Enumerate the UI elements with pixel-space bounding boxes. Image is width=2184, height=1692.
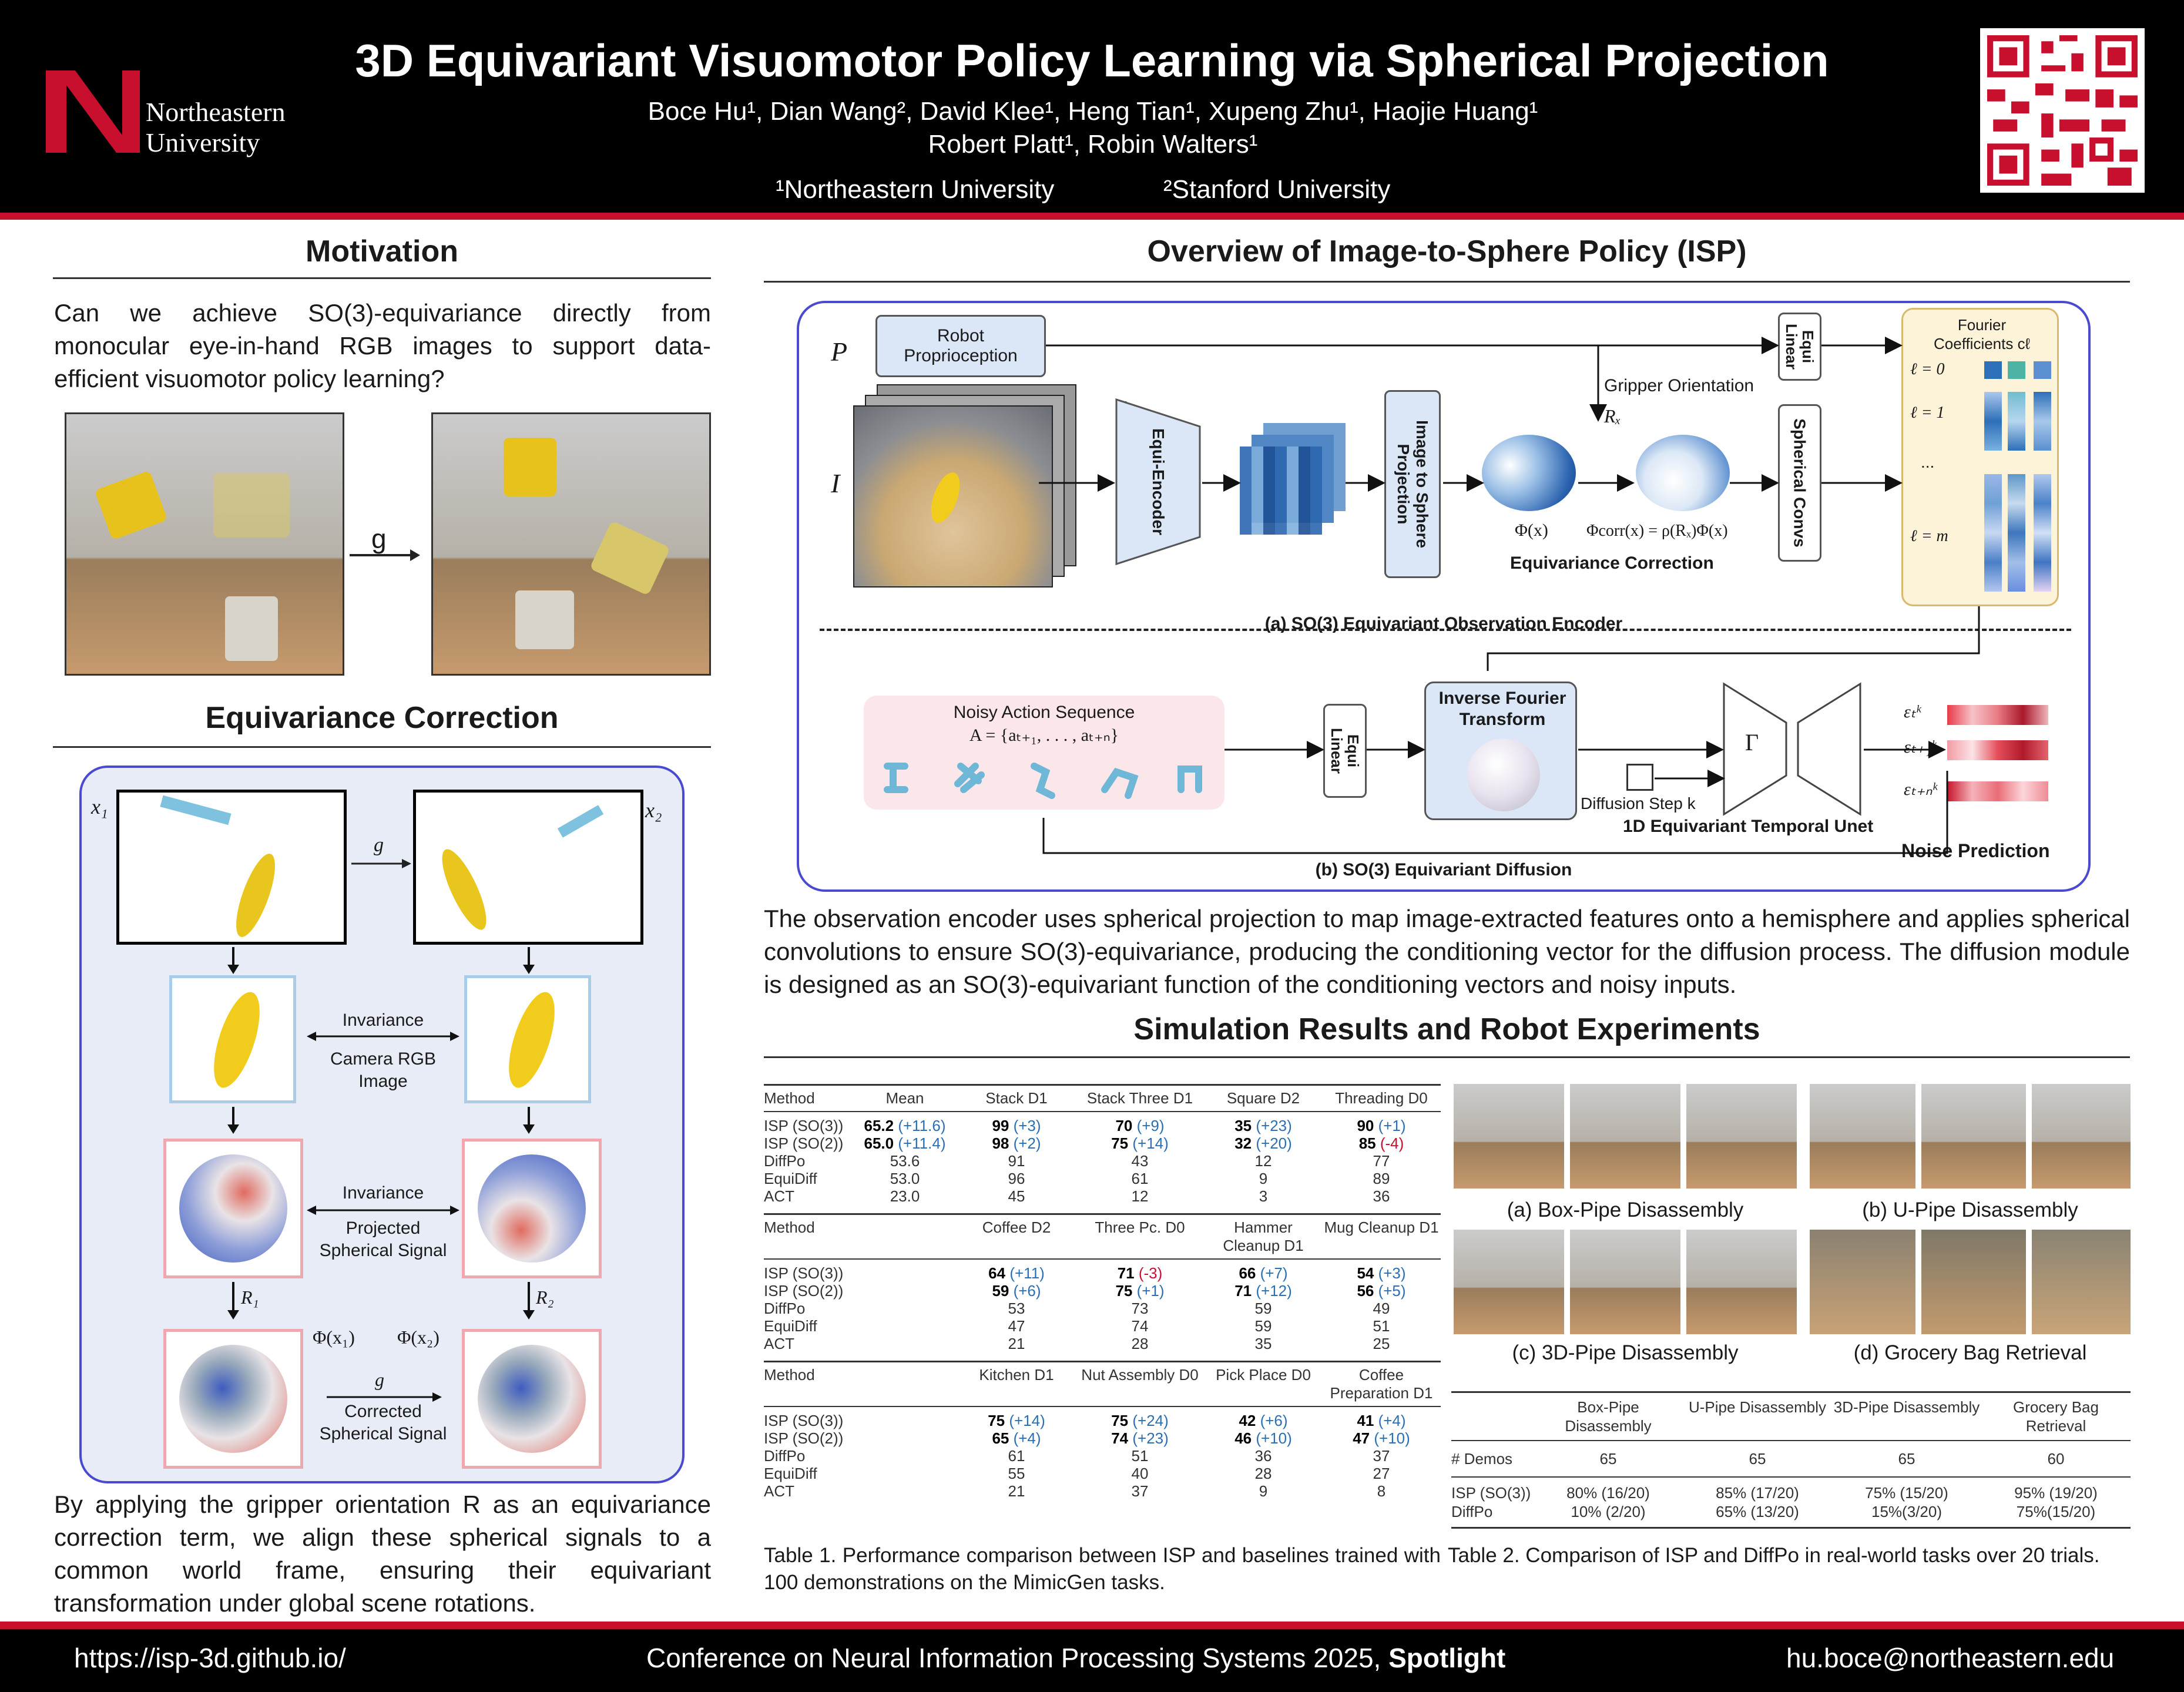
- table-1-block: [764, 1213, 1441, 1352]
- table-cell: ISP (SO(2)): [764, 1282, 844, 1300]
- spherical-convs-label: Spherical Convs: [1791, 418, 1809, 548]
- table-cell: 75% (15/20): [1865, 1484, 1948, 1502]
- unet-label: 1D Equivariant Temporal Unet: [1623, 817, 1874, 836]
- photo-caption-c: (c) 3D-Pipe Disassembly: [1512, 1341, 1739, 1364]
- table-cell: [852, 1412, 958, 1429]
- table-1-col-header: Three Pc. D0: [1095, 1218, 1185, 1236]
- gamma-label: Γ: [1745, 729, 1759, 756]
- table-cell: 47: [1008, 1317, 1025, 1335]
- table-1-col-header: Coffee D2: [982, 1218, 1051, 1236]
- table-row: [764, 1300, 1441, 1317]
- l1-label: ℓ = 1: [1910, 404, 1945, 422]
- table-1-col-header: Method: [764, 1218, 815, 1236]
- table-row: [764, 1187, 1441, 1205]
- table-cell: 90 (+1): [1357, 1117, 1406, 1134]
- g-label-bottom: g: [375, 1369, 384, 1390]
- table-cell: [852, 1264, 958, 1282]
- equi-linear-label-1: Equi Linear: [1783, 323, 1817, 370]
- scene-x1: [116, 790, 347, 945]
- overview-rule: [764, 281, 2130, 283]
- table-1-col-header: Square D2: [1226, 1089, 1300, 1107]
- table-cell: 12: [1131, 1187, 1149, 1205]
- photo-caption-d: (d) Grocery Bag Retrieval: [1853, 1341, 2087, 1364]
- table-1-block: [764, 1361, 1441, 1500]
- table-cell: 95% (19/20): [2014, 1484, 2098, 1502]
- table-cell: 53.0: [890, 1170, 920, 1187]
- eps-t1-label: εₜ₊₁ᵏ: [1904, 737, 1937, 757]
- table-cell: 75 (+14): [1111, 1134, 1169, 1152]
- table-cell: 85% (17/20): [1716, 1484, 1799, 1502]
- table-row: [764, 1134, 1441, 1152]
- project-url-link[interactable]: https://isp-3d.github.io/: [74, 1643, 346, 1673]
- table-cell: 36: [1254, 1447, 1272, 1465]
- overview-heading: Overview of Image-to-Sphere Policy (ISP): [1147, 234, 1747, 268]
- gripper-poses-icon: [875, 754, 1216, 801]
- table-cell: 64 (+11): [988, 1264, 1045, 1282]
- table-cell: 10% (2/20): [1571, 1503, 1646, 1520]
- inverse-fourier-block: [1424, 682, 1577, 820]
- table-cell: 60: [2047, 1450, 2065, 1468]
- table-row: [764, 1170, 1441, 1187]
- table-cell: ISP (SO(2)): [764, 1429, 844, 1447]
- table-cell: 41 (+4): [1357, 1412, 1406, 1429]
- encoder-diffusion-divider: [820, 629, 2071, 631]
- table-1-col-header: Stack Three D1: [1086, 1089, 1193, 1107]
- l0-label: ℓ = 0: [1910, 360, 1945, 378]
- table-cell: 36: [1373, 1187, 1390, 1205]
- table-row: [764, 1412, 1441, 1429]
- table-cell: ISP (SO(3)): [1451, 1484, 1531, 1502]
- table-row: [764, 1282, 1441, 1300]
- table-cell: 8: [1377, 1482, 1386, 1500]
- table-cell: 45: [1008, 1187, 1025, 1205]
- double-arrow-icon: [306, 1203, 461, 1217]
- table-row: [764, 1152, 1441, 1170]
- table-cell: 99 (+3): [992, 1117, 1041, 1134]
- table-cell: 61: [1131, 1170, 1149, 1187]
- equi-correction-heading: Equivariance Correction: [205, 701, 559, 735]
- phi-x-label: Φ(x): [1515, 521, 1548, 540]
- diffusion-step-label: Diffusion Step k: [1581, 794, 1696, 813]
- table-cell: 75%(15/20): [2016, 1503, 2096, 1520]
- action-set-label: A = {aₜ₊₁, . . . , aₜ₊ₙ}: [969, 726, 1119, 745]
- table-cell: 65.2 (+11.6): [864, 1117, 946, 1134]
- table-cell: ISP (SO(3)): [764, 1117, 844, 1134]
- corrected-signal-x1: [163, 1329, 303, 1469]
- table-cell: 3D-Pipe Disassembly: [1833, 1398, 1980, 1416]
- spotlight-label: Spotlight: [1388, 1643, 1506, 1673]
- table-cell: EquiDiff: [764, 1317, 817, 1335]
- table-cell: ISP (SO(3)): [764, 1264, 844, 1282]
- fourier-coefficients-panel: [1901, 308, 2059, 606]
- table-cell: DiffPo: [764, 1152, 806, 1170]
- noise-prediction-label: Noise Prediction: [1901, 840, 2050, 861]
- table-cell: # Demos: [1451, 1450, 1513, 1468]
- conference-name: Conference on Neural Information Processing Systems 2025,: [646, 1643, 1389, 1673]
- table-cell: 61: [1008, 1447, 1025, 1465]
- noise-prediction-bars: [1947, 705, 2048, 803]
- feature-maps-icon: [1240, 423, 1346, 535]
- table-cell: [852, 1482, 958, 1500]
- table-cell: 75 (+24): [1111, 1412, 1169, 1429]
- equi-correction-rule: [53, 746, 711, 748]
- table-cell: DiffPo: [1451, 1503, 1493, 1520]
- table-cell: 66 (+7): [1239, 1264, 1288, 1282]
- down-arrow-icon: [226, 1107, 240, 1135]
- table-cell: 28: [1254, 1465, 1272, 1482]
- table-1-col-header: Hammer Cleanup D1: [1223, 1218, 1304, 1254]
- table-cell: ACT: [764, 1335, 794, 1352]
- table-cell: 71 (-3): [1117, 1264, 1163, 1282]
- table-cell: 9: [1259, 1482, 1268, 1500]
- table-cell: 15%(3/20): [1871, 1503, 1942, 1520]
- table-row: [764, 1117, 1441, 1134]
- table-cell: [852, 1282, 958, 1300]
- table-1-header: [764, 1086, 1441, 1112]
- table-cell: DiffPo: [764, 1447, 806, 1465]
- diffusion-caption: (b) SO(3) Equivariant Diffusion: [1315, 860, 1572, 879]
- table-1-col-header: Mug Cleanup D1: [1324, 1218, 1439, 1236]
- table-row: [764, 1317, 1441, 1335]
- table-cell: [852, 1429, 958, 1447]
- table-1-caption: Table 1. Performance comparison between ISP and baselines trained with 100 demonstrations on the MimicGen tasks.: [764, 1544, 1441, 1594]
- table-cell: 37: [1131, 1482, 1149, 1500]
- qr-code-icon: [1987, 35, 2138, 186]
- table-row: [764, 1482, 1441, 1500]
- robot-proprioception-box: Robot Proprioception: [875, 315, 1046, 377]
- camera-image-x2: [464, 975, 591, 1103]
- table-1-col-header: Method: [764, 1089, 815, 1107]
- diffusion-step-box: [1626, 764, 1653, 791]
- eps-tn-label: εₜ₊ₙᵏ: [1904, 780, 1937, 799]
- table-2-header: [1451, 1393, 2131, 1441]
- table-cell: 74: [1131, 1317, 1149, 1335]
- table-cell: 37: [1373, 1447, 1390, 1465]
- table-cell: [852, 1447, 958, 1465]
- encoder-caption: (a) SO(3) Equivariant Observation Encoder: [1264, 614, 1623, 633]
- motivation-scene-after: [431, 412, 711, 676]
- corrected-hemisphere-signal: [1636, 435, 1730, 511]
- table-1-col-header: Kitchen D1: [979, 1366, 1054, 1384]
- table-cell: 59: [1254, 1300, 1272, 1317]
- eps-t-label: εₜᵏ: [1904, 702, 1921, 721]
- motivation-arrow-icon: [347, 546, 423, 564]
- phi-x1-label: Φ(x₁): [313, 1327, 355, 1348]
- table-cell: 65 (+4): [992, 1429, 1041, 1447]
- table-row: [764, 1447, 1441, 1465]
- table-cell: 28: [1131, 1335, 1149, 1352]
- double-arrow-icon: [306, 1029, 461, 1043]
- table-cell: ACT: [764, 1187, 794, 1205]
- phi-corr-label: Φcorr(x) = ρ(Rₓ)Φ(x): [1586, 522, 1728, 540]
- scene-x2: [413, 790, 643, 945]
- table-cell: 65: [1898, 1450, 1915, 1468]
- table-cell: 59: [1254, 1317, 1272, 1335]
- table-2-caption: Table 2. Comparison of ISP and DiffPo in real-world tasks over 20 trials.: [1448, 1544, 2100, 1567]
- table-cell: 73: [1131, 1300, 1149, 1317]
- table-cell: 80% (16/20): [1566, 1484, 1650, 1502]
- photo-caption-a: (a) Box-Pipe Disassembly: [1507, 1198, 1744, 1221]
- motivation-rule: [53, 277, 711, 279]
- poster-title: 3D Equivariant Visuomotor Policy Learning via Spherical Projection: [355, 35, 1829, 86]
- authors-line-1: Boce Hu¹, Dian Wang², David Klee¹, Heng Tian¹, Xupeng Zhu¹, Haojie Huang¹: [648, 97, 1538, 126]
- table-cell: 42 (+6): [1239, 1412, 1288, 1429]
- projected-signal-x1: [163, 1139, 303, 1278]
- P-label: P: [831, 337, 848, 367]
- table-cell: 53: [1008, 1300, 1025, 1317]
- table-cell: 49: [1373, 1300, 1390, 1317]
- lm-label: ℓ = m: [1910, 527, 1948, 545]
- corrected-signal-label: Corrected Spherical Signal: [319, 1402, 447, 1443]
- equi-correction-text: By applying the gripper orientation R as an equivariance correction term, we align these spherical signals to a common world frame, ensuring their equivariant transformation under global scene rotations.: [54, 1490, 711, 1617]
- corrected-signal-x2: [462, 1329, 602, 1469]
- table-cell: 47 (+10): [1353, 1429, 1410, 1447]
- motivation-heading: Motivation: [306, 234, 458, 268]
- down-arrow-icon: [522, 1107, 536, 1138]
- g-label-top: g: [374, 834, 384, 856]
- motivation-arrow-label: g: [371, 523, 387, 554]
- table-cell: 75 (+1): [1115, 1282, 1165, 1300]
- qr-code[interactable]: [1980, 28, 2145, 193]
- table-cell: 89: [1373, 1170, 1390, 1187]
- fourier-label: Fourier Coefficients cℓ: [1934, 316, 2030, 352]
- table-1-col-header: Stack D1: [985, 1089, 1048, 1107]
- table-cell: Grocery Bag Retrieval: [2013, 1398, 2099, 1435]
- equi-linear-label-2: Equi Linear: [1328, 727, 1362, 774]
- table-cell: 43: [1131, 1152, 1149, 1170]
- table-cell: [852, 1465, 958, 1482]
- table-cell: 46 (+10): [1234, 1429, 1292, 1447]
- table-cell: 65.0 (+11.4): [864, 1134, 946, 1152]
- projected-signal-x2: [462, 1139, 602, 1278]
- table-cell: 21: [1008, 1335, 1025, 1352]
- authors-line-2: Robert Platt¹, Robin Walters¹: [928, 130, 1258, 159]
- ift-label: Inverse Fourier Transform: [1438, 689, 1566, 729]
- table-cell: 70 (+9): [1115, 1117, 1165, 1134]
- table-cell: 56 (+5): [1357, 1282, 1406, 1300]
- R2-label: R₂: [536, 1287, 554, 1308]
- table-cell: 23.0: [890, 1187, 920, 1205]
- email-link[interactable]: hu.boce@northeastern.edu: [1786, 1643, 2115, 1673]
- logo-text: Northeastern University: [146, 97, 286, 157]
- table-cell: EquiDiff: [764, 1170, 817, 1187]
- table-cell: [852, 1300, 958, 1317]
- table-row: [764, 1429, 1441, 1447]
- down-arrow-icon: [522, 947, 536, 975]
- conference-label: [646, 1642, 1505, 1674]
- table-cell: DiffPo: [764, 1300, 806, 1317]
- down-arrow-icon: [226, 1282, 240, 1321]
- noisy-action-label: Noisy Action Sequence: [953, 703, 1135, 722]
- table-cell: 54 (+3): [1357, 1264, 1406, 1282]
- spherical-convs-block: [1778, 404, 1821, 562]
- affiliation-2: ²Stanford University: [1163, 175, 1391, 204]
- table-cell: Box-Pipe Disassembly: [1565, 1398, 1652, 1435]
- table-2-demos-row: [1451, 1441, 2131, 1478]
- table-row: [764, 1465, 1441, 1482]
- table-cell: 74 (+23): [1111, 1429, 1169, 1447]
- table-cell: 35 (+23): [1234, 1117, 1292, 1134]
- table-cell: 27: [1373, 1465, 1390, 1482]
- x2-label: x₂: [645, 798, 662, 822]
- results-rule: [764, 1056, 2130, 1058]
- table-cell: 40: [1131, 1465, 1149, 1482]
- table-1-col-header: [852, 1218, 958, 1255]
- table-cell: 96: [1008, 1170, 1025, 1187]
- equi-linear-block-2: [1323, 704, 1367, 798]
- table-1: [764, 1084, 1441, 1508]
- results-heading: Simulation Results and Robot Experiments: [1133, 1012, 1760, 1046]
- image-to-sphere-block: [1384, 390, 1441, 578]
- table-cell: [852, 1335, 958, 1352]
- table-row: [764, 1335, 1441, 1352]
- image-to-sphere-label: Image to Sphere Projection: [1394, 420, 1431, 548]
- table-2-bottom-rule: [1451, 1527, 2131, 1529]
- table-cell: 98 (+2): [992, 1134, 1041, 1152]
- table-cell: 9: [1259, 1170, 1268, 1187]
- table-1-col-header: Coffee Preparation D1: [1330, 1366, 1433, 1402]
- table-cell: [852, 1317, 958, 1335]
- hemisphere-signal: [1482, 435, 1576, 511]
- table-cell: 65: [1599, 1450, 1617, 1468]
- motivation-scene-before: [65, 412, 344, 676]
- table-cell: 75 (+14): [988, 1412, 1045, 1429]
- table-cell: 65% (13/20): [1716, 1503, 1799, 1520]
- table-1-col-header: [852, 1366, 958, 1402]
- camera-image-x1: [169, 975, 296, 1103]
- table-cell: 53.6: [890, 1152, 920, 1170]
- table-2: [1451, 1391, 2131, 1529]
- eye-in-hand-images: [853, 384, 1076, 588]
- ldots-label: ...: [1921, 453, 1935, 471]
- table-1-header: [764, 1215, 1441, 1260]
- g-arrow-top-icon: [350, 857, 412, 871]
- table-cell: 35: [1254, 1335, 1272, 1352]
- table-row: [1451, 1502, 2131, 1521]
- unet-block-icon: [1722, 682, 1863, 817]
- down-arrow-icon: [522, 1282, 536, 1321]
- table-1-block: [764, 1084, 1441, 1205]
- table-cell: 59 (+6): [992, 1282, 1041, 1300]
- table-cell: 77: [1373, 1152, 1390, 1170]
- R1-label: R₁: [241, 1287, 259, 1308]
- table-cell: 32 (+20): [1234, 1134, 1292, 1152]
- motivation-text: Can we achieve SO(3)-equivariance directly from monocular eye-in-hand RGB images to support data-efficient visuomotor policy learning?: [54, 299, 711, 392]
- invariance-label-2: Invariance: [342, 1183, 424, 1203]
- table-cell: 21: [1008, 1482, 1025, 1500]
- table-1-col-header: Nut Assembly D0: [1081, 1366, 1199, 1384]
- camera-rgb-label: Camera RGB Image: [330, 1049, 437, 1091]
- table-cell: 85 (-4): [1358, 1134, 1404, 1152]
- footer-divider: [0, 1622, 2184, 1629]
- table-cell: 25: [1373, 1335, 1390, 1352]
- table-cell: 51: [1373, 1317, 1390, 1335]
- table-1-header: [764, 1362, 1441, 1407]
- table-cell: 71 (+12): [1234, 1282, 1292, 1300]
- projected-signal-label: Projected Spherical Signal: [319, 1218, 447, 1260]
- table-1-col-header: Pick Place D0: [1216, 1366, 1311, 1384]
- photo-caption-b: (b) U-Pipe Disassembly: [1862, 1198, 2078, 1221]
- icosphere-icon: [1467, 738, 1540, 811]
- equi-encoder-block: [1114, 397, 1202, 566]
- overview-text: The observation encoder uses spherical projection to map image-extracted features onto a hemisphere and applies spherical convolutions to ensure SO(3)-equivariance, producing the conditioning vector for the diffusion process. The diffusion module is designed as an SO(3)-equivariant function of the conditioning vectors and noisy inputs.: [764, 905, 2130, 998]
- equivariance-correction-label: Equivariance Correction: [1510, 553, 1714, 573]
- down-arrow-icon: [226, 947, 240, 975]
- table-1-col-header: Method: [764, 1366, 815, 1384]
- Rx-label: Rₓ: [1604, 405, 1621, 427]
- table-cell: 65: [1749, 1450, 1766, 1468]
- phi-x2-label: Φ(x₂): [397, 1327, 440, 1348]
- table-cell: 12: [1254, 1152, 1272, 1170]
- header-divider: [0, 213, 2184, 220]
- table-cell: 51: [1131, 1447, 1149, 1465]
- table-cell: 91: [1008, 1152, 1025, 1170]
- table-cell: 55: [1008, 1465, 1025, 1482]
- table-cell: ISP (SO(2)): [764, 1134, 844, 1152]
- equi-encoder-label: Equi-Encoder: [1149, 428, 1168, 536]
- table-cell: ACT: [764, 1482, 794, 1500]
- I-label: I: [831, 468, 840, 498]
- table-cell: 3: [1259, 1187, 1268, 1205]
- equi-linear-block-1: [1778, 313, 1821, 381]
- gripper-orientation-label: Gripper Orientation: [1604, 376, 1754, 395]
- table-cell: ISP (SO(3)): [764, 1412, 844, 1429]
- table-row: [1451, 1483, 2131, 1502]
- affiliation-1: ¹Northeastern University: [776, 175, 1055, 204]
- x1-label: x₁: [91, 795, 108, 818]
- table-row: [764, 1264, 1441, 1282]
- table-cell: U-Pipe Disassembly: [1688, 1398, 1827, 1416]
- table-cell: [1451, 1398, 1534, 1435]
- table-cell: EquiDiff: [764, 1465, 817, 1482]
- table-1-col-header: Threading D0: [1335, 1089, 1428, 1107]
- noisy-action-sequence-panel: [864, 696, 1224, 810]
- table-1-col-header: Mean: [885, 1089, 924, 1107]
- invariance-label-1: Invariance: [342, 1010, 424, 1030]
